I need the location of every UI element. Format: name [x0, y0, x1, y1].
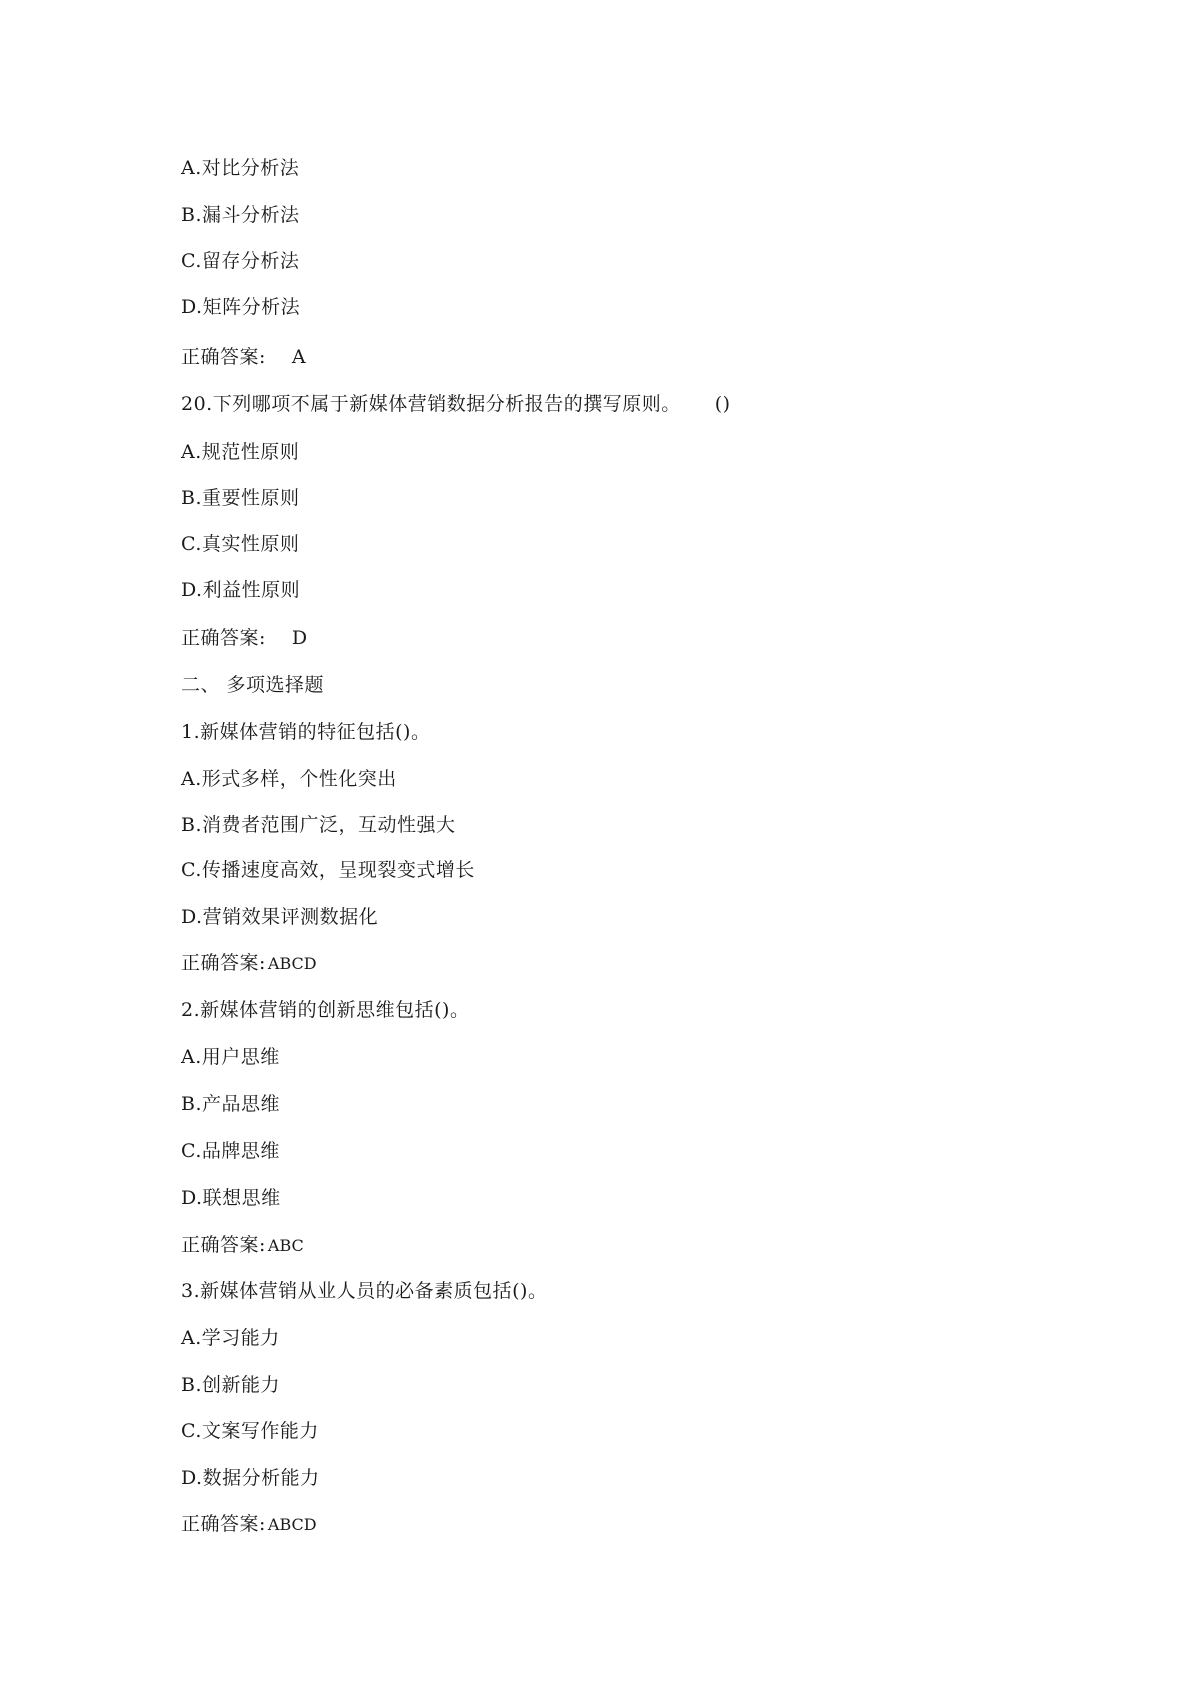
mq2-option-a: A.用户思维 — [181, 1046, 280, 1068]
q20-option-c: C.真实性原则 — [181, 533, 300, 555]
mq3-option-b: B.创新能力 — [181, 1374, 281, 1396]
q19-option-c: C.留存分析法 — [181, 250, 300, 272]
answer-label: 正确答案: — [181, 952, 266, 974]
answer-value: ABCD — [267, 1515, 317, 1534]
mq1-answer — [181, 948, 317, 978]
mq3-option-c: C.文案写作能力 — [181, 1420, 319, 1442]
mq1-option-b: B.消费者范围广泛，互动性强大 — [181, 814, 456, 836]
q20-question — [181, 389, 731, 419]
q19-option-b: B.漏斗分析法 — [181, 204, 300, 226]
answer-label: 正确答案: — [181, 346, 266, 368]
answer-label: 正确答案: — [181, 1513, 266, 1535]
q19-option-a: A.对比分析法 — [181, 157, 300, 179]
q20-answer — [181, 623, 308, 653]
q20-option-a: A.规范性原则 — [181, 441, 300, 463]
mq3-question: 3.新媒体营销从业人员的必备素质包括()。 — [181, 1280, 548, 1302]
mq1-option-d: D.营销效果评测数据化 — [181, 906, 379, 928]
mq2-question: 2.新媒体营销的创新思维包括()。 — [181, 999, 470, 1021]
section-heading: 二、 多项选择题 — [181, 674, 325, 696]
mq2-option-d: D.联想思维 — [181, 1187, 281, 1209]
answer-value: D — [291, 627, 308, 649]
q20-option-d: D.利益性原则 — [181, 579, 301, 601]
question-text: 20.下列哪项不属于新媒体营销数据分析报告的撰写原则。 — [181, 393, 681, 415]
answer-label: 正确答案: — [181, 627, 266, 649]
mq2-option-b: B.产品思维 — [181, 1093, 281, 1115]
answer-paren: () — [714, 393, 731, 415]
mq2-answer — [181, 1230, 304, 1260]
answer-value: ABC — [267, 1236, 304, 1255]
mq3-option-d: D.数据分析能力 — [181, 1467, 320, 1489]
mq1-option-c: C.传播速度高效，呈现裂变式增长 — [181, 859, 475, 881]
answer-value: ABCD — [267, 954, 317, 973]
q19-option-d: D.矩阵分析法 — [181, 296, 301, 318]
answer-value: A — [291, 346, 307, 368]
mq3-answer — [181, 1509, 317, 1539]
mq3-option-a: A.学习能力 — [181, 1327, 280, 1349]
q19-answer — [181, 342, 306, 372]
mq1-question: 1.新媒体营销的特征包括()。 — [181, 721, 431, 743]
q20-option-b: B.重要性原则 — [181, 487, 300, 509]
mq1-option-a: A.形式多样，个性化突出 — [181, 768, 397, 790]
mq2-option-c: C.品牌思维 — [181, 1140, 280, 1162]
answer-label: 正确答案: — [181, 1234, 266, 1256]
